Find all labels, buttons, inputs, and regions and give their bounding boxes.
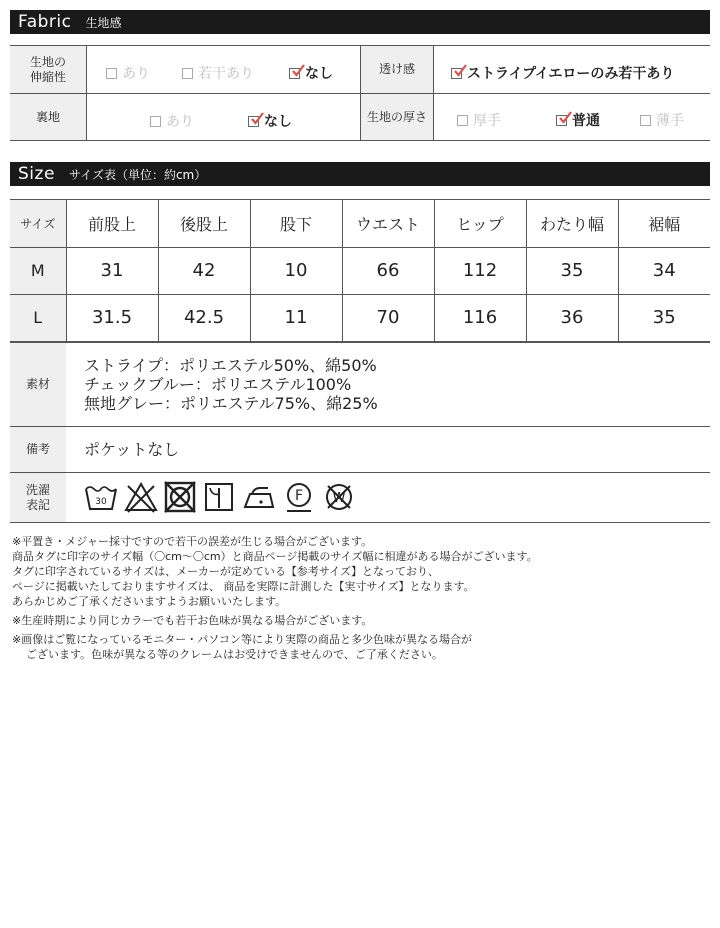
note-line: ページに掲載いたしておりますサイズは、 商品を実際に計測した【実寸サイズ】となります。 bbox=[12, 580, 475, 593]
size-col-header: サイズ bbox=[10, 200, 66, 247]
care-label-line1: 洗濯 bbox=[25, 482, 50, 497]
stretch-option-yes-label: あり bbox=[122, 66, 150, 82]
material-label: 素材 bbox=[10, 343, 66, 426]
material-value bbox=[84, 343, 378, 426]
hang-dry-icon bbox=[202, 480, 236, 514]
checkmark-icon bbox=[558, 111, 572, 125]
lining-option-none[interactable] bbox=[248, 111, 292, 131]
checked-checkbox-icon bbox=[248, 116, 259, 127]
care-label-line2: 表記 bbox=[25, 497, 50, 512]
remarks-label: 備考 bbox=[10, 427, 66, 472]
fabric-row-2 bbox=[10, 94, 710, 140]
no-wet-clean-icon bbox=[322, 480, 356, 514]
thickness-label bbox=[361, 94, 433, 140]
dry-clean-f-icon bbox=[282, 480, 316, 514]
size-col-header: 前股上 bbox=[66, 200, 158, 247]
checked-checkbox-icon bbox=[289, 68, 300, 79]
size-cell: 42.5 bbox=[158, 294, 250, 341]
checked-checkbox-icon bbox=[451, 68, 462, 79]
size-cell: 34 bbox=[618, 247, 710, 294]
fabric-title: Fabric bbox=[18, 12, 72, 32]
note-line: ※生産時期により同じカラーでも若干お色味が異なる場合がございます。 bbox=[12, 614, 373, 627]
checkmark-icon bbox=[453, 64, 467, 78]
size-cell: 31 bbox=[66, 247, 158, 294]
care-label bbox=[10, 473, 66, 522]
size-cell: 70 bbox=[342, 294, 434, 341]
fabric-row-1 bbox=[10, 46, 710, 94]
thickness-option-thick-label: 厚手 bbox=[473, 113, 501, 129]
size-cell: 66 bbox=[342, 247, 434, 294]
care-row bbox=[10, 473, 710, 523]
size-cell: 42 bbox=[158, 247, 250, 294]
checkmark-icon bbox=[250, 112, 264, 126]
lining-label-text: 裏地 bbox=[35, 109, 60, 124]
note-line: タグに印字されているサイズは、メーカーが定めている【参考サイズ】となっており、 bbox=[12, 565, 440, 578]
size-cell: 10 bbox=[250, 247, 342, 294]
svg-text:W: W bbox=[332, 491, 346, 506]
fabric-section-header bbox=[10, 10, 710, 34]
material-line: チェックブルー：ポリエステル100% bbox=[84, 375, 352, 394]
note-line: ※画像はご覧になっているモニター・パソコン等により実際の商品と多少色味が異なる場合が bbox=[12, 633, 472, 646]
thickness-option-thin[interactable] bbox=[640, 110, 684, 130]
note-line: 商品タグに印字のサイズ幅（〇cm〜〇cm）と商品ページ掲載のサイズ幅に相違がある場合がございます。 bbox=[12, 550, 538, 563]
size-cell: 31.5 bbox=[66, 294, 158, 341]
stretch-option-slight[interactable] bbox=[182, 63, 254, 83]
lining-option-yes-label: あり bbox=[166, 114, 194, 130]
table-row bbox=[10, 247, 710, 294]
checkmark-icon bbox=[291, 64, 305, 78]
thickness-option-thin-label: 薄手 bbox=[656, 113, 684, 129]
iron-low-icon bbox=[242, 480, 276, 514]
no-tumble-dry-icon bbox=[163, 480, 197, 514]
size-table bbox=[10, 199, 710, 342]
stretch-label bbox=[10, 46, 86, 93]
size-cell: 35 bbox=[526, 247, 618, 294]
fabric-table bbox=[10, 45, 710, 141]
transparency-value-label: ストライプイエローのみ若干あり bbox=[467, 66, 675, 82]
size-section-header bbox=[10, 162, 710, 186]
dry-clean-letter: F bbox=[294, 488, 304, 504]
size-col-header: わたり幅 bbox=[526, 200, 618, 247]
material-line: 無地グレー：ポリエステル75%、綿25% bbox=[84, 394, 378, 413]
size-col-header: 裾幅 bbox=[618, 200, 710, 247]
checkbox-icon bbox=[106, 68, 117, 79]
stretch-option-none-label: なし bbox=[305, 66, 333, 82]
note-line: ございます。色味が異なる等のクレームはお受けできませんので、ご了承ください。 bbox=[26, 648, 443, 661]
stretch-option-none[interactable] bbox=[289, 63, 333, 83]
wash-temp-text: 30 bbox=[95, 497, 107, 507]
size-cell: M bbox=[10, 247, 66, 294]
checked-checkbox-icon bbox=[556, 115, 567, 126]
no-bleach-icon bbox=[124, 480, 158, 514]
checkbox-icon bbox=[182, 68, 193, 79]
stretch-label-line1: 生地の bbox=[29, 54, 66, 69]
checkbox-icon bbox=[457, 115, 468, 126]
lining-option-yes[interactable] bbox=[150, 111, 194, 131]
thickness-option-thick[interactable] bbox=[457, 110, 501, 130]
wash-30-icon bbox=[84, 480, 118, 514]
size-col-header: 股下 bbox=[250, 200, 342, 247]
checkbox-icon bbox=[640, 115, 651, 126]
product-info-table bbox=[10, 342, 710, 522]
lining-label bbox=[10, 94, 86, 140]
size-cell: 35 bbox=[652, 307, 676, 329]
transparency-value[interactable] bbox=[451, 63, 674, 83]
lining-option-none-label: なし bbox=[264, 114, 292, 130]
size-col-header: ウエスト bbox=[342, 200, 434, 247]
size-cell: 36 bbox=[526, 294, 618, 341]
fabric-subtitle: 生地感 bbox=[85, 15, 122, 30]
size-subtitle: サイズ表（単位：約cm） bbox=[68, 167, 207, 182]
size-cell: L bbox=[10, 294, 66, 341]
thickness-option-normal[interactable] bbox=[556, 110, 600, 130]
transparency-label bbox=[361, 46, 433, 93]
stretch-label-line2: 伸縮性 bbox=[29, 69, 66, 84]
size-col-header: ヒップ bbox=[434, 200, 526, 247]
remarks-row bbox=[10, 427, 710, 473]
size-title: Size bbox=[18, 164, 55, 184]
table-row bbox=[10, 294, 710, 341]
material-line: ストライプ：ポリエステル50%、綿50% bbox=[84, 356, 377, 375]
size-header-row bbox=[10, 200, 710, 247]
checkbox-icon bbox=[150, 116, 161, 127]
notes-section bbox=[12, 534, 712, 662]
thickness-label-text: 生地の厚さ bbox=[366, 109, 427, 124]
note-line: あらかじめご了承くださいますようお願いいたします。 bbox=[12, 595, 287, 608]
stretch-option-slight-label: 若干あり bbox=[198, 66, 254, 82]
size-cell: 11 bbox=[250, 294, 342, 341]
note-line: ※平置き・メジャー採寸ですので若干の誤差が生じる場合がございます。 bbox=[12, 535, 373, 548]
size-cell: 112 bbox=[434, 247, 526, 294]
size-cell: 116 bbox=[434, 294, 526, 341]
remarks-value: ポケットなし bbox=[84, 440, 180, 459]
size-col-header: 後股上 bbox=[158, 200, 250, 247]
thickness-option-normal-label: 普通 bbox=[572, 113, 600, 129]
transparency-label-text: 透け感 bbox=[378, 62, 415, 76]
material-row bbox=[10, 343, 710, 427]
stretch-option-yes[interactable] bbox=[106, 63, 150, 83]
